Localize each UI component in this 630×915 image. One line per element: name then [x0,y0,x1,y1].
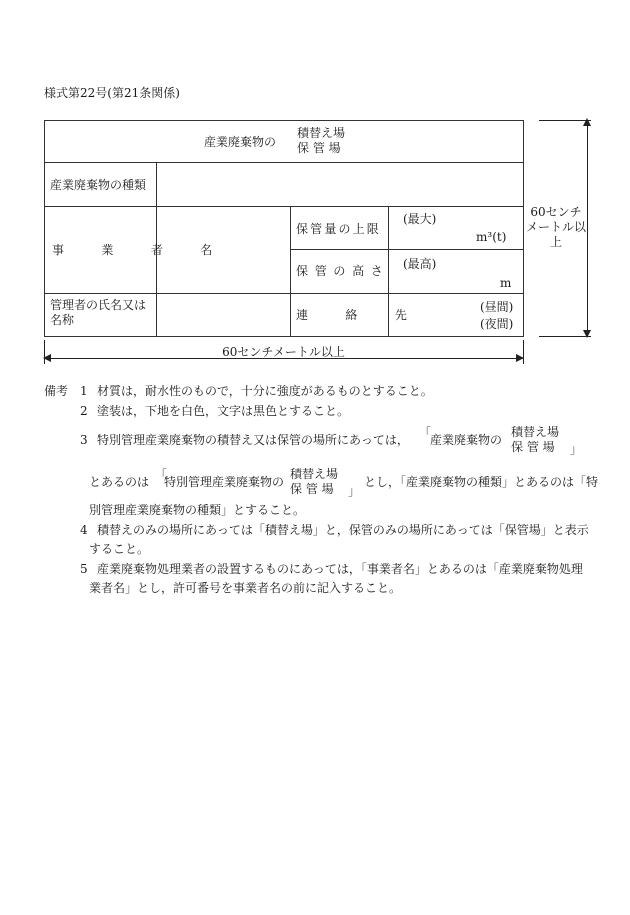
note-text: 特別管理産業廃棄物の積替え又は保管の場所にあっては， [97,433,409,447]
open-quote: 「 [155,468,168,482]
note4-continuation: すること。 [89,542,150,556]
note-number: 3 [80,433,88,447]
manager-label-line: 管理者の氏名又は [50,298,147,312]
close-quote: 」 [570,442,583,456]
volume-unit: m³(t) [476,230,507,244]
note-number: 4 [80,523,88,537]
storage-limit-label: 保管量の上限 [296,222,381,236]
width-dimension-label: 60センチメートル以上 [222,345,345,359]
quote-stack-line: 積替え場 [511,425,560,439]
row-divider [290,249,524,250]
note3-quote1-stack [511,425,559,455]
manager-label-line: 名称 [50,313,75,327]
note-text: 積替えのみの場所にあっては「積替え場」と，保管のみの場所にあっては「保管場」と表示 [97,523,589,537]
height-unit: m [500,276,512,290]
contact-label: 連 絡 先 [296,308,424,322]
height-dimension-label: 60センチメートル以上 [526,205,587,249]
sign-title-stack [297,126,345,156]
close-quote: 」 [348,484,361,498]
title-stack-line: 保 管 場 [297,141,341,155]
quote-stack-line: 保 管 場 [290,482,334,496]
note-text: 塗装は，下地を白色，文字は黒色とすること。 [97,404,350,418]
note3-quote1-prefix: 産業廃棄物の [430,433,503,447]
note-text: 産業廃棄物処理業者の設置するものにあっては，「事業者名」とあるのは「産業廃棄物処理 [97,562,583,576]
night-label: (夜間) [480,317,514,331]
sign-title-prefix: 産業廃棄物の [204,135,277,149]
note-number: 5 [80,562,88,576]
max-label: (最大) [403,212,437,226]
daytime-label: (昼間) [480,300,514,314]
title-stack-line: 積替え場 [297,126,346,140]
notes-heading: 備考 [44,384,69,398]
note3-quote2-stack [290,467,338,497]
row-divider [44,162,524,163]
quote-stack-line: 積替え場 [290,467,339,481]
row-divider [44,293,524,294]
open-quote: 「 [419,426,432,440]
quote-stack-line: 保 管 場 [511,440,555,454]
waste-type-label: 産業廃棄物の種類 [50,178,147,192]
operator-name-label: 事 業 者 名 [52,243,230,257]
height-dimension-line [587,120,588,336]
col-divider [290,206,291,337]
arrow-down-icon [583,330,591,338]
storage-height-label: 保 管 の 高 さ [296,264,385,278]
note-number: 2 [80,404,88,418]
form-title: 様式第22号(第21条関係) [44,86,180,100]
note5-continuation: 業者名」とし，許可番号を事業者名の前に記入すること。 [89,581,402,595]
note3-line2-end: とし，「産業廃棄物の種類」とあるのは「特 [364,475,599,489]
row-divider [44,206,524,207]
height-max-label: (最高) [403,257,437,271]
note-number: 1 [80,384,88,398]
note3-quote2-prefix: 特別管理産業廃棄物の [164,475,285,489]
note3-line3: 別管理産業廃棄物の種類」とすること。 [89,503,306,517]
arrow-up-icon [583,118,591,126]
note-text: 材質は，耐水性のもので，十分に強度があるものとすること。 [97,384,433,398]
manager-label [50,298,146,328]
note3-line2-start: とあるのは [89,475,150,489]
